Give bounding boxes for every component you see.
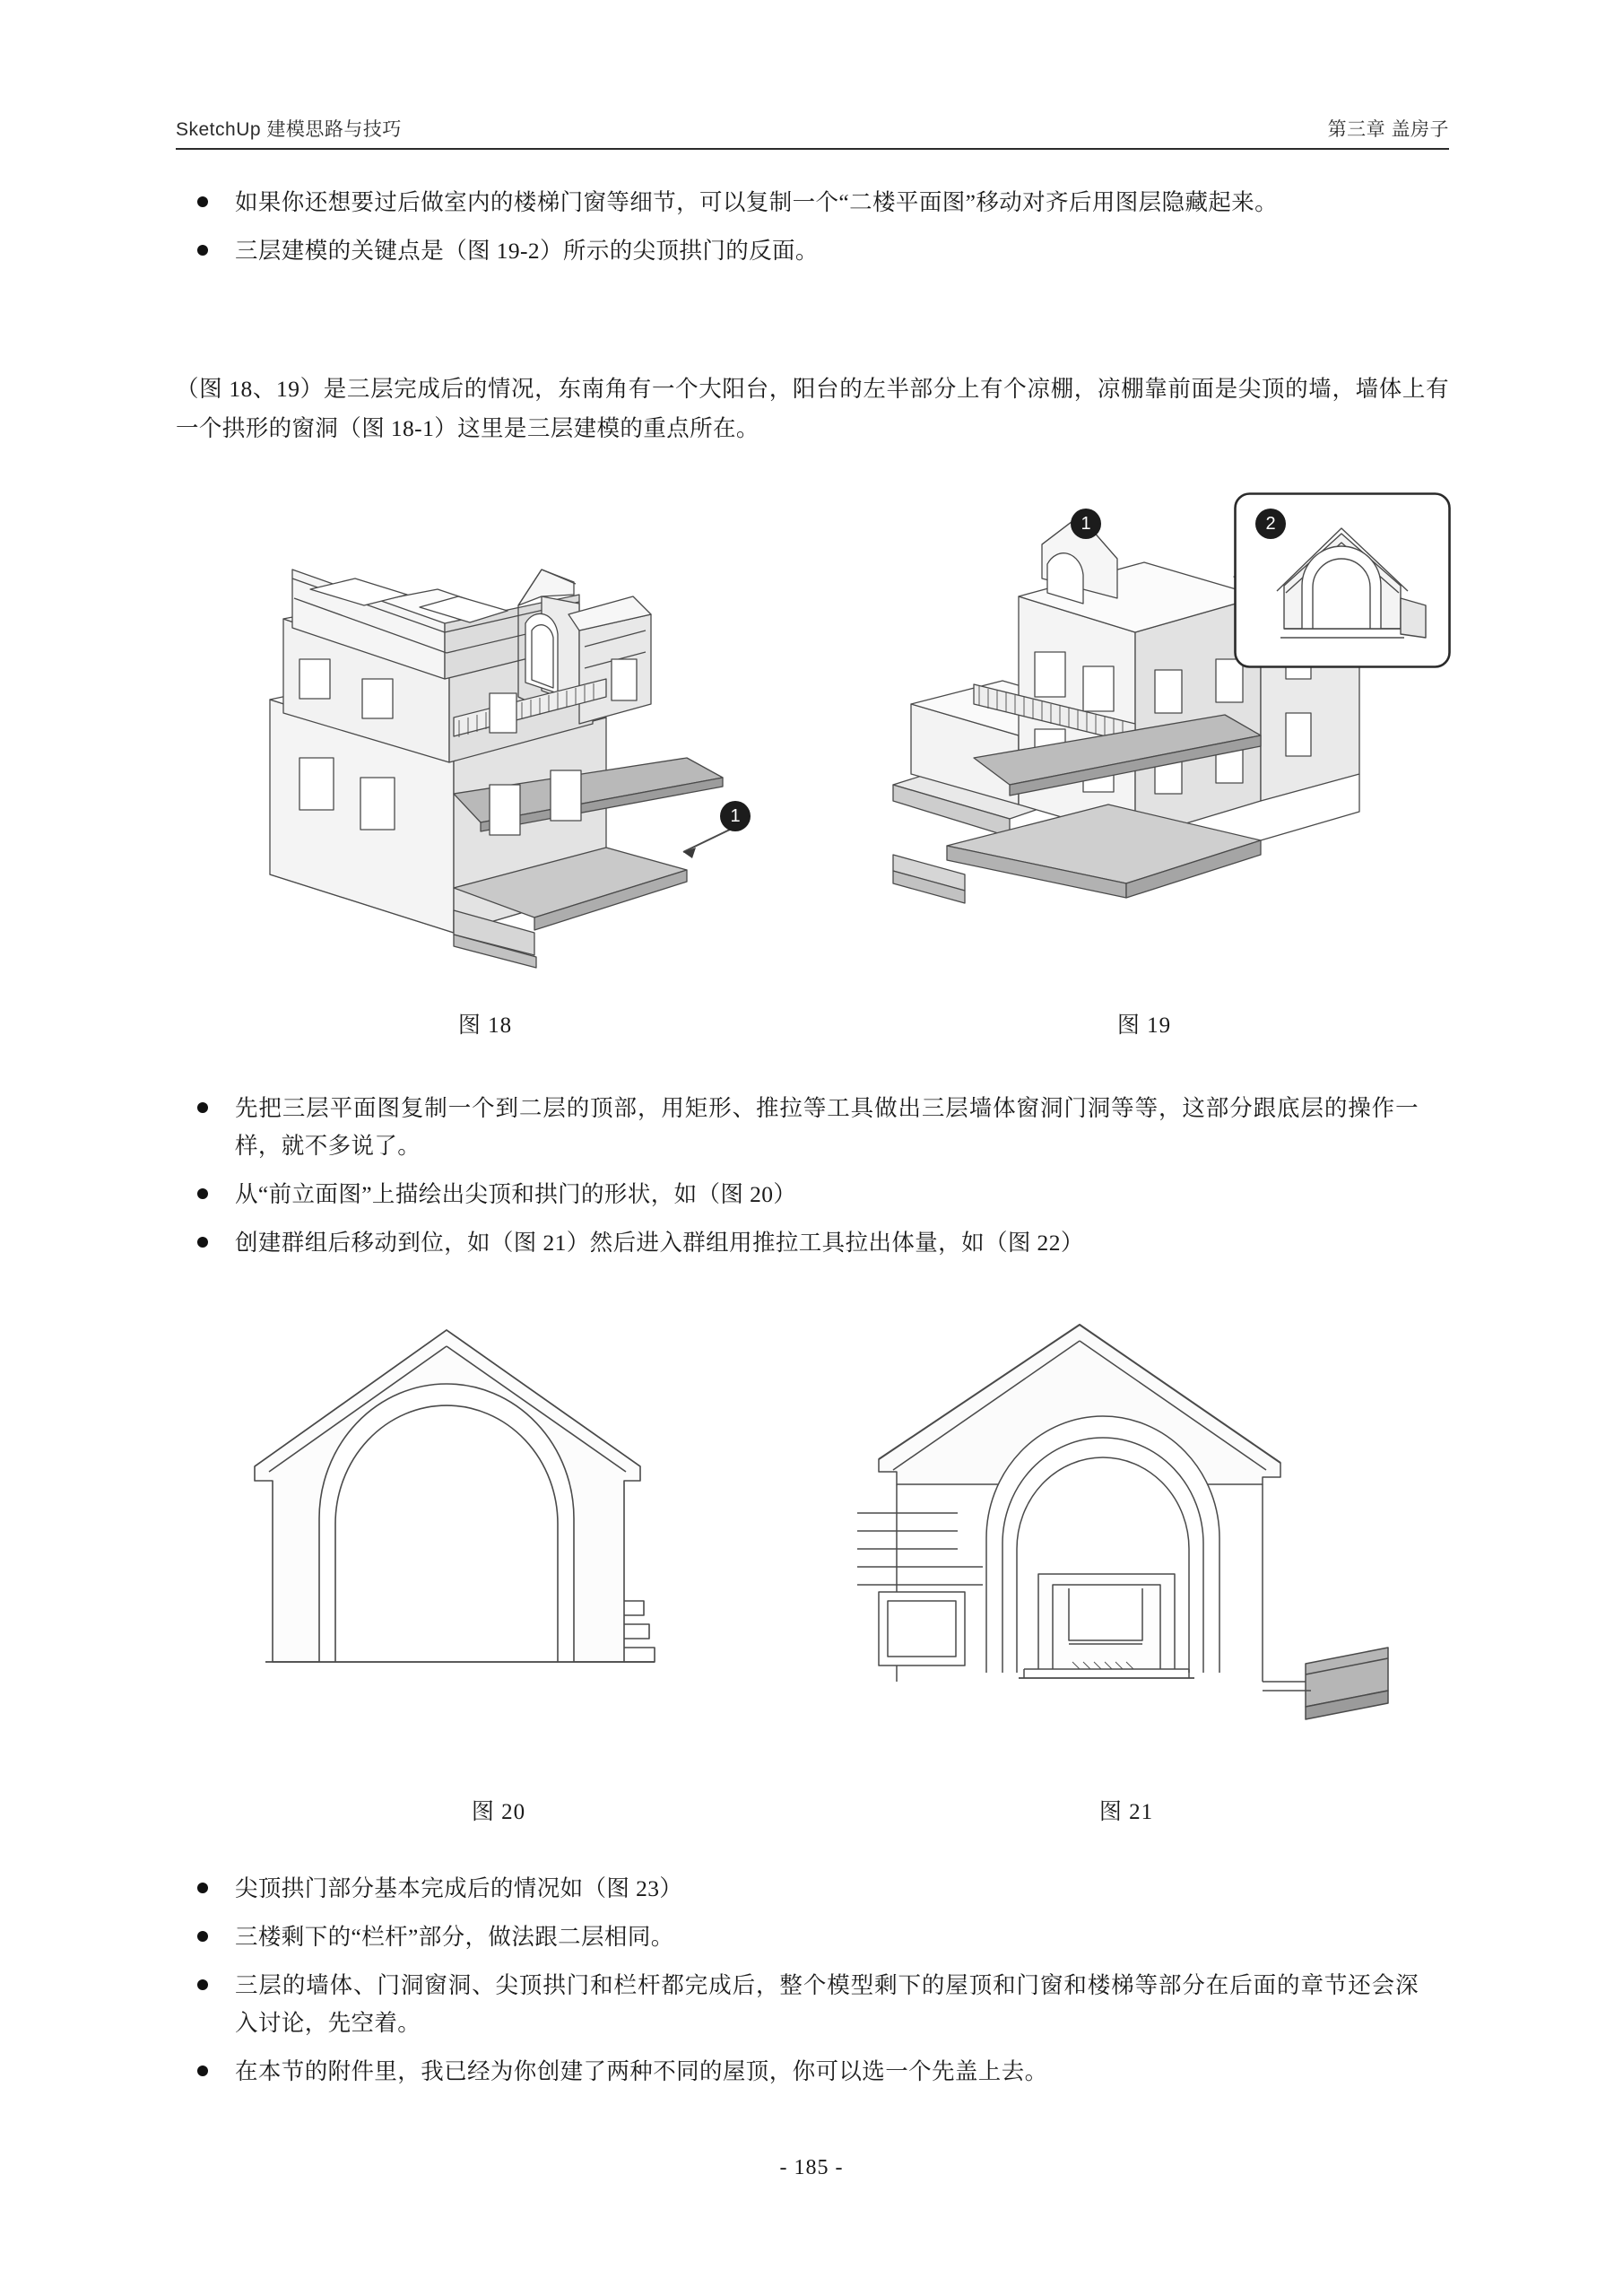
figure-caption: 图 21 [1098, 1800, 1154, 1824]
list-item [176, 2053, 1431, 2091]
bullet-dot-icon [197, 1883, 208, 1893]
header-divider [176, 148, 1449, 150]
header-chapter-title: 第三章 盖房子 [1327, 119, 1449, 140]
figure-caption: 图 18 [457, 1013, 513, 1038]
list-item [176, 1224, 1431, 1262]
list-item-text: 三层建模的关键点是（图 19-2）所示的尖顶拱门的反面。 [235, 238, 819, 264]
bullet-dot-icon [197, 2066, 208, 2076]
figure-18 [185, 489, 785, 1038]
figure-19 [839, 489, 1449, 1038]
figure-caption: 图 19 [1116, 1013, 1172, 1038]
figure-20 [203, 1305, 794, 1824]
bullet-dot-icon [197, 245, 208, 256]
list-item-text: 尖顶拱门部分基本完成后的情况如（图 23） [235, 1875, 683, 1901]
list-item [176, 184, 1431, 222]
callout-badge: 1 [1071, 509, 1101, 539]
figure-20-illustration [203, 1305, 794, 1789]
list-item [176, 1967, 1431, 2042]
page-footer [0, 2156, 1623, 2180]
list-item-text: 创建群组后移动到位，如（图 21）然后进入群组用推拉工具拉出体量，如（图 22） [235, 1230, 1084, 1256]
figure-21 [803, 1305, 1449, 1824]
list-item-text: 在本节的附件里，我已经为你创建了两种不同的屋顶，你可以选一个先盖上去。 [235, 2058, 1048, 2084]
bullet-dot-icon [197, 1102, 208, 1113]
bullet-dot-icon [197, 1931, 208, 1942]
list-item-text: 三楼剩下的“栏杆”部分，做法跟二层相同。 [235, 1924, 674, 1950]
intro-paragraph: （图 18、19）是三层完成后的情况，东南角有一个大阳台，阳台的左半部分上有个凉棚，凉棚靠前面是尖顶的墙，墙体上有一个拱形的窗洞（图 18-1）这里是三层建模的重点所在。 [176, 376, 1449, 441]
callout-badge: 2 [1255, 509, 1286, 539]
page-header [176, 115, 1449, 142]
figure-row-2 [176, 1305, 1449, 1861]
figure-row-1 [176, 489, 1449, 1063]
list-item-text: 三层的墙体、门洞窗洞、尖顶拱门和栏杆都完成后，整个模型剩下的屋顶和门窗和楼梯等部分在后面的章节还会深入讨论，先空着。 [235, 1972, 1419, 2036]
list-item [176, 232, 1431, 270]
list-item [176, 1090, 1431, 1165]
figure-21-illustration [803, 1305, 1449, 1789]
bullet-dot-icon [197, 1188, 208, 1199]
figure-caption: 图 20 [471, 1800, 526, 1824]
list-item [176, 1176, 1431, 1213]
top-bullet-list [176, 184, 1431, 281]
list-item-text: 先把三层平面图复制一个到二层的顶部，用矩形、推拉等工具做出三层墙体窗洞门洞等等，这部分跟底层的操作一样，就不多说了。 [235, 1095, 1419, 1159]
bullet-dot-icon [197, 1237, 208, 1248]
list-item [176, 1918, 1431, 1956]
list-item-text: 如果你还想要过后做室内的楼梯门窗等细节，可以复制一个“二楼平面图”移动对齐后用图层隐藏起来。 [235, 189, 1279, 215]
callout-badge: 1 [720, 801, 751, 831]
header-book-title: SketchUp 建模思路与技巧 [176, 119, 402, 140]
bullet-dot-icon [197, 196, 208, 207]
page-number: - 185 - [779, 2156, 844, 2179]
mid-bullet-list [176, 1090, 1431, 1273]
figure-18-illustration [185, 489, 785, 1000]
list-item-text: 从“前立面图”上描绘出尖顶和拱门的形状，如（图 20） [235, 1181, 797, 1207]
figure-19-detail-inset [1234, 492, 1451, 668]
list-item [176, 1870, 1431, 1908]
bullet-dot-icon [197, 1979, 208, 1990]
bottom-bullet-list [176, 1870, 1431, 2101]
